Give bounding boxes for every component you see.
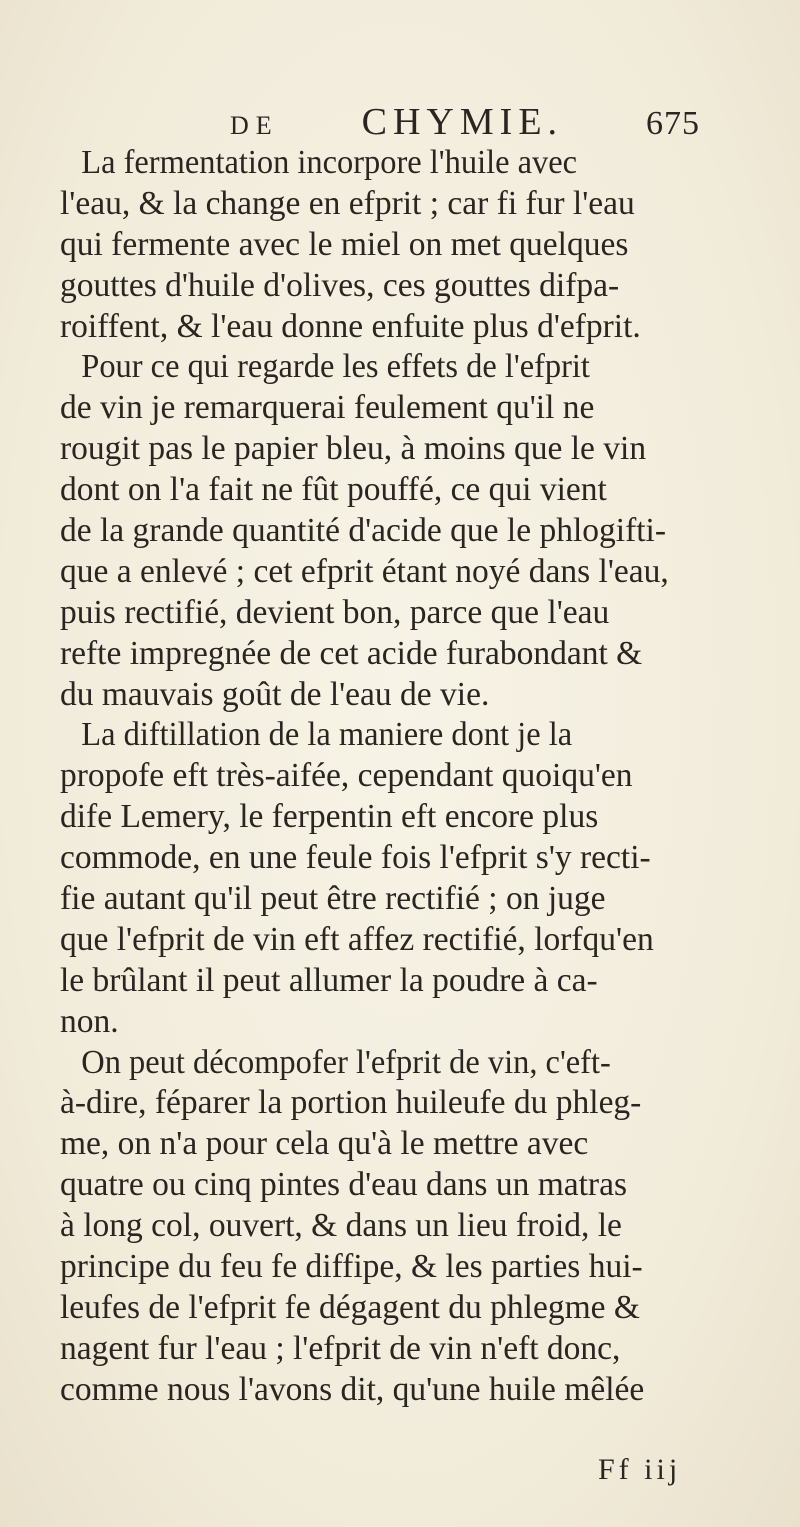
text-line: du mauvais goût de l'eau de vie. [60,675,490,713]
text-line: le brûlant il peut allumer la poudre à ca- [60,961,598,999]
text-line: l'eau, & la change en efprit ; car fi fur l'eau [60,184,635,222]
text-line: La fermentation incorpore l'huile avec [81,144,578,181]
text-line: qui fermente avec le miel on met quelques [60,225,629,263]
text-line: de vin je remarquerai feulement qu'il ne [60,389,595,427]
text-line: comme nous l'avons dit, qu'une huile mêlée [60,1370,645,1408]
header-left: DE [230,111,279,140]
text-line: quatre ou cinq pintes d'eau dans un matras [60,1166,627,1204]
text-line: gouttes d'huile d'olives, ces gouttes difpa- [60,266,620,304]
text-line: Pour ce qui regarde les effets de l'efprit [81,348,590,386]
body-text [60,143,750,1411]
text-line: de la grande quantité d'acide que le phlogifti- [60,512,667,550]
text-line: puis rectifié, devient bon, parce que l'eau [60,593,610,631]
text-line: fie autant qu'il peut être rectifié ; on juge [60,880,606,918]
text-line: à long col, ouvert, & dans un lieu froid, le [60,1207,622,1245]
text-line: à-dire, féparer la portion huileufe du phleg- [60,1084,642,1122]
running-header [230,100,700,144]
text-line: commode, en une feule fois l'efprit s'y recti- [60,839,651,877]
text-line: refte impregnée de cet acide furabondant & [60,634,643,672]
text-line: me, on n'a pour cela qu'à le mettre avec [60,1125,589,1163]
header-title: CHYMIE. [361,101,564,143]
signature-mark: Ff iij [598,1453,682,1486]
text-line: dont on l'a fait ne fût pouffé, ce qui vient [60,471,607,509]
text-line: principe du feu fe diffipe, & les parties hui- [60,1248,643,1286]
text-line: non. [60,1002,119,1040]
text-line: propofe eft très-aifée, cependant quoiqu'en [60,757,633,795]
text-line: que l'efprit de vin eft affez rectifié, lorfqu'en [60,920,654,958]
text-line: On peut décompofer l'efprit de vin, c'eft- [81,1043,611,1081]
text-line: La diftillation de la maniere dont je la [81,716,573,754]
text-line: roiffent, & l'eau donne enfuite plus d'efprit. [60,307,641,345]
text-line: leufes de l'efprit fe dégagent du phlegme & [60,1288,640,1326]
text-line: dife Lemery, le ferpentin eft encore plus [60,798,599,836]
text-line: rougit pas le papier bleu, à moins que le vin [60,430,647,468]
text-line: nagent fur l'eau ; l'efprit de vin n'eft donc, [60,1329,621,1367]
page-number: 675 [646,105,700,142]
text-line: que a enlevé ; cet efprit étant noyé dans l'eau, [60,552,669,590]
